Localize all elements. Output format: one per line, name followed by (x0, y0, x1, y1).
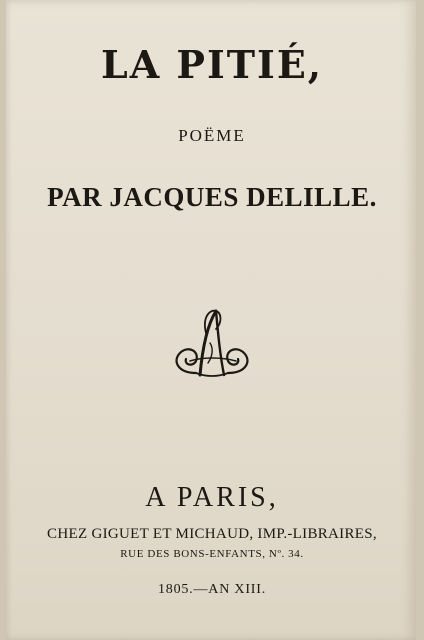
imprint-date: 1805.—AN XIII. (157, 582, 267, 597)
book-title: LA PITIÉ, (100, 42, 324, 87)
imprint-city: A PARIS, (145, 482, 279, 513)
author-line: PAR JACQUES DELILLE. (47, 182, 377, 212)
imprint-publisher: CHEZ GIGUET ET MICHAUD, IMP.-LIBRAIRES, (47, 526, 377, 542)
book-genre: POËME (178, 126, 246, 145)
imprint-address: RUE DES BONS-ENFANTS, Nº. 34. (120, 548, 304, 560)
monogram-icon (166, 303, 258, 385)
